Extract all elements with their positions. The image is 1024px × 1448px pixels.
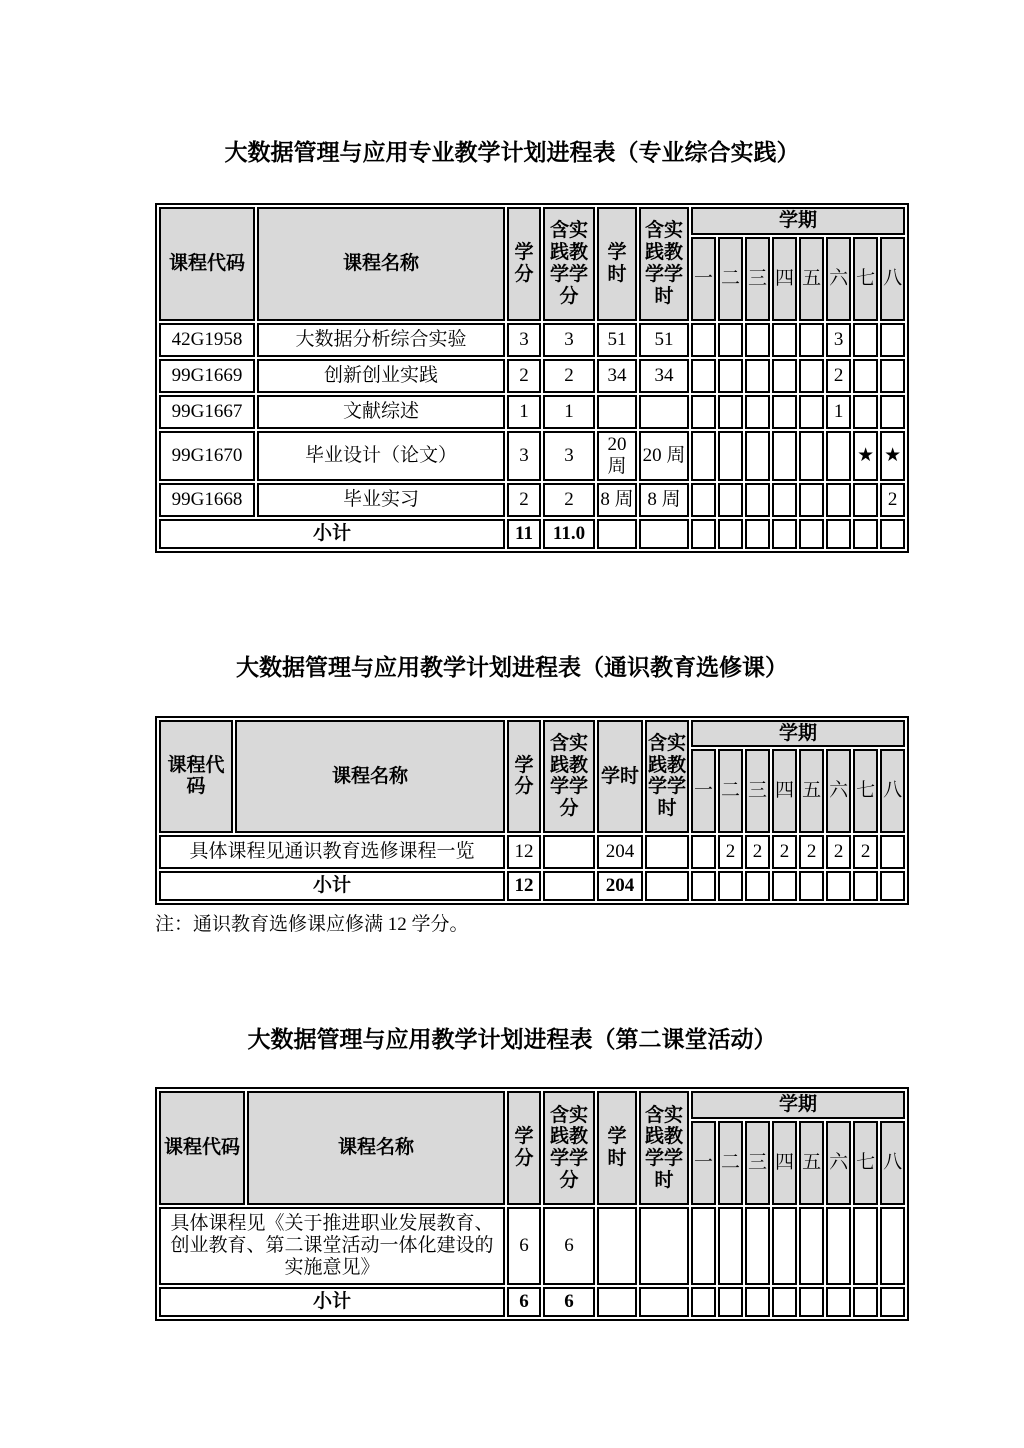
semester-cell	[745, 431, 770, 481]
credits-cell: 6	[507, 1287, 541, 1317]
credits-cell: 1	[507, 395, 541, 429]
semester-cell	[745, 1287, 770, 1317]
credits-cell: 2	[507, 359, 541, 393]
semester-cell: 2	[772, 835, 797, 869]
star-semester-cell: ★	[880, 431, 905, 481]
semester-cell	[880, 323, 905, 357]
semester-cell	[772, 483, 797, 517]
credits-cell: 11	[507, 519, 541, 549]
semester-cell: 3	[826, 323, 851, 357]
subtotal-row	[159, 519, 905, 549]
semester-group-header: 学期	[691, 207, 905, 235]
semester-cell	[799, 871, 824, 901]
practice-hours-cell: 51	[639, 323, 689, 357]
semester-number-header: 三	[745, 1121, 770, 1205]
semester-number-header: 四	[772, 749, 797, 833]
semester-cell	[691, 431, 716, 481]
practice-credits-cell: 3	[543, 431, 595, 481]
semester-cell: 2	[745, 835, 770, 869]
semester-cell	[853, 1287, 878, 1317]
semester-cell: 2	[853, 835, 878, 869]
hours-cell	[597, 1207, 637, 1285]
hours-cell: 34	[597, 359, 637, 393]
footnote: 注：通识教育选修课应修满 12 学分。	[155, 914, 469, 936]
semester-cell	[826, 519, 851, 549]
semester-number-header: 四	[772, 237, 797, 321]
credits-cell: 12	[507, 835, 541, 869]
semester-number-header: 八	[880, 749, 905, 833]
hours-cell	[597, 519, 637, 549]
semester-cell	[853, 359, 878, 393]
semester-cell: 1	[826, 395, 851, 429]
semester-cell	[745, 323, 770, 357]
course-name-cell: 文献综述	[257, 395, 505, 429]
practice-hours-header: 含实践教学学时	[639, 207, 689, 321]
semester-cell	[718, 323, 743, 357]
course-code-cell: 99G1668	[159, 483, 255, 517]
semester-cell	[799, 323, 824, 357]
semester-cell	[772, 323, 797, 357]
subtotal-label-cell: 小计	[159, 519, 505, 549]
semester-cell	[691, 395, 716, 429]
credits-header: 学分	[507, 720, 541, 834]
table-row	[159, 483, 905, 517]
semester-cell	[745, 1207, 770, 1285]
semester-cell	[718, 431, 743, 481]
hours-header: 学时	[597, 720, 643, 834]
semester-cell	[826, 431, 851, 481]
semester-cell	[691, 1287, 716, 1317]
semester-cell	[880, 1287, 905, 1317]
table-row	[159, 395, 905, 429]
semester-number-header: 七	[853, 749, 878, 833]
course-name-header: 课程名称	[235, 720, 505, 834]
practice-hours-cell: 8 周	[639, 483, 689, 517]
practice-credits-cell	[543, 835, 595, 869]
semester-cell	[826, 483, 851, 517]
semester-cell	[718, 483, 743, 517]
practice-courses-table	[155, 203, 909, 553]
practice-credits-header: 含实践教学学分	[543, 1091, 595, 1205]
semester-cell	[880, 395, 905, 429]
practice-credits-cell: 2	[543, 359, 595, 393]
semester-cell	[691, 871, 716, 901]
semester-cell	[772, 431, 797, 481]
semester-cell	[880, 359, 905, 393]
semester-cell	[745, 871, 770, 901]
course-name-cell: 毕业实习	[257, 483, 505, 517]
semester-cell	[880, 871, 905, 901]
semester-cell	[853, 519, 878, 549]
semester-cell	[691, 483, 716, 517]
semester-cell	[799, 359, 824, 393]
practice-credits-cell: 11.0	[543, 519, 595, 549]
semester-cell	[772, 871, 797, 901]
semester-cell	[826, 871, 851, 901]
hours-cell: 51	[597, 323, 637, 357]
practice-credits-cell: 2	[543, 483, 595, 517]
subtotal-label-cell: 小计	[159, 871, 505, 901]
practice-hours-cell	[639, 395, 689, 429]
general-ed-courses-table	[155, 716, 909, 906]
hours-cell	[597, 1287, 637, 1317]
credits-cell: 2	[507, 483, 541, 517]
course-code-cell: 99G1669	[159, 359, 255, 393]
semester-cell: 2	[880, 483, 905, 517]
practice-credits-cell: 3	[543, 323, 595, 357]
course-code-cell: 99G1667	[159, 395, 255, 429]
hours-cell: 204	[597, 835, 643, 869]
subtotal-row	[159, 871, 905, 901]
semester-number-header: 八	[880, 237, 905, 321]
practice-credits-cell: 6	[543, 1207, 595, 1285]
semester-cell: 2	[799, 835, 824, 869]
semester-number-header: 四	[772, 1121, 797, 1205]
subtotal-label-cell: 小计	[159, 1287, 505, 1317]
star-semester-cell: ★	[853, 431, 878, 481]
hours-cell: 204	[597, 871, 643, 901]
semester-group-header: 学期	[691, 1091, 905, 1119]
semester-group-header: 学期	[691, 720, 905, 748]
semester-number-header: 二	[718, 237, 743, 321]
practice-credits-header: 含实践教学学分	[543, 207, 595, 321]
table-row	[159, 1207, 905, 1285]
semester-cell	[826, 1287, 851, 1317]
hours-cell	[597, 395, 637, 429]
semester-number-header: 六	[826, 749, 851, 833]
semester-cell	[799, 1287, 824, 1317]
semester-cell	[880, 835, 905, 869]
semester-cell	[691, 359, 716, 393]
semester-cell	[718, 871, 743, 901]
semester-number-header: 一	[691, 237, 716, 321]
semester-number-header: 五	[799, 749, 824, 833]
semester-cell	[745, 483, 770, 517]
semester-cell	[853, 871, 878, 901]
course-code-header: 课程代码	[159, 720, 233, 834]
table-row	[159, 323, 905, 357]
credits-cell: 12	[507, 871, 541, 901]
semester-cell	[826, 1207, 851, 1285]
practice-hours-cell	[639, 519, 689, 549]
semester-cell	[880, 1207, 905, 1285]
course-name-header: 课程名称	[247, 1091, 505, 1205]
practice-hours-cell	[645, 835, 689, 869]
practice-hours-cell	[639, 1287, 689, 1317]
semester-number-header: 一	[691, 749, 716, 833]
credits-header: 学分	[507, 207, 541, 321]
credits-header: 学分	[507, 1091, 541, 1205]
semester-cell	[718, 1287, 743, 1317]
semester-cell	[691, 323, 716, 357]
course-name-header: 课程名称	[257, 207, 505, 321]
practice-hours-cell: 34	[639, 359, 689, 393]
practice-hours-header: 含实践教学学时	[639, 1091, 689, 1205]
semester-number-header: 六	[826, 237, 851, 321]
semester-cell	[745, 395, 770, 429]
semester-cell	[691, 835, 716, 869]
semester-number-header: 八	[880, 1121, 905, 1205]
semester-number-header: 六	[826, 1121, 851, 1205]
table-title-second-classroom: 大数据管理与应用教学计划进程表（第二课堂活动）	[247, 1027, 777, 1053]
credits-cell: 6	[507, 1207, 541, 1285]
semester-cell	[880, 519, 905, 549]
semester-cell	[799, 395, 824, 429]
semester-cell: 2	[718, 835, 743, 869]
semester-cell	[799, 483, 824, 517]
course-name-cell: 毕业设计（论文）	[257, 431, 505, 481]
semester-cell	[853, 1207, 878, 1285]
semester-number-header: 五	[799, 1121, 824, 1205]
semester-cell	[718, 395, 743, 429]
practice-credits-cell: 1	[543, 395, 595, 429]
course-code-cell: 99G1670	[159, 431, 255, 481]
course-name-cell: 具体课程见《关于推进职业发展教育、创业教育、第二课堂活动一体化建设的实施意见》	[159, 1207, 505, 1285]
semester-cell	[718, 519, 743, 549]
semester-cell	[718, 359, 743, 393]
course-code-cell: 42G1958	[159, 323, 255, 357]
subtotal-row	[159, 1287, 905, 1317]
credits-cell: 3	[507, 323, 541, 357]
practice-hours-cell	[645, 871, 689, 901]
practice-credits-header: 含实践教学学分	[543, 720, 595, 834]
hours-header: 学时	[597, 1091, 637, 1205]
course-name-cell: 创新创业实践	[257, 359, 505, 393]
semester-cell	[718, 1207, 743, 1285]
semester-cell	[772, 1207, 797, 1285]
course-code-header: 课程代码	[159, 1091, 245, 1205]
semester-cell	[772, 519, 797, 549]
semester-number-header: 七	[853, 1121, 878, 1205]
table-title-practice: 大数据管理与应用专业教学计划进程表（专业综合实践）	[224, 140, 800, 165]
semester-cell	[799, 431, 824, 481]
practice-credits-cell: 6	[543, 1287, 595, 1317]
semester-cell	[799, 519, 824, 549]
semester-cell	[772, 359, 797, 393]
course-name-cell: 大数据分析综合实验	[257, 323, 505, 357]
practice-hours-header: 含实践教学学时	[645, 720, 689, 834]
hours-header: 学时	[597, 207, 637, 321]
practice-credits-cell	[543, 871, 595, 901]
semester-number-header: 七	[853, 237, 878, 321]
semester-cell	[772, 395, 797, 429]
table-row	[159, 835, 905, 869]
semester-number-header: 二	[718, 1121, 743, 1205]
semester-cell	[745, 519, 770, 549]
semester-cell	[799, 1207, 824, 1285]
table-title-general-ed: 大数据管理与应用教学计划进程表（通识教育选修课）	[236, 654, 788, 680]
semester-cell	[853, 323, 878, 357]
semester-cell	[745, 359, 770, 393]
hours-cell: 8 周	[597, 483, 637, 517]
semester-cell	[691, 1207, 716, 1285]
semester-cell: 2	[826, 359, 851, 393]
table-row	[159, 431, 905, 481]
second-classroom-table	[155, 1087, 909, 1321]
credits-cell: 3	[507, 431, 541, 481]
semester-cell	[853, 483, 878, 517]
semester-number-header: 五	[799, 237, 824, 321]
practice-hours-cell: 20 周	[639, 431, 689, 481]
course-name-cell: 具体课程见通识教育选修课程一览	[159, 835, 505, 869]
semester-cell	[772, 1287, 797, 1317]
semester-number-header: 一	[691, 1121, 716, 1205]
table-row	[159, 359, 905, 393]
semester-number-header: 二	[718, 749, 743, 833]
hours-cell: 20 周	[597, 431, 637, 481]
course-code-header: 课程代码	[159, 207, 255, 321]
semester-cell	[691, 519, 716, 549]
practice-hours-cell	[639, 1207, 689, 1285]
semester-number-header: 三	[745, 237, 770, 321]
semester-cell: 2	[826, 835, 851, 869]
semester-number-header: 三	[745, 749, 770, 833]
semester-cell	[853, 395, 878, 429]
